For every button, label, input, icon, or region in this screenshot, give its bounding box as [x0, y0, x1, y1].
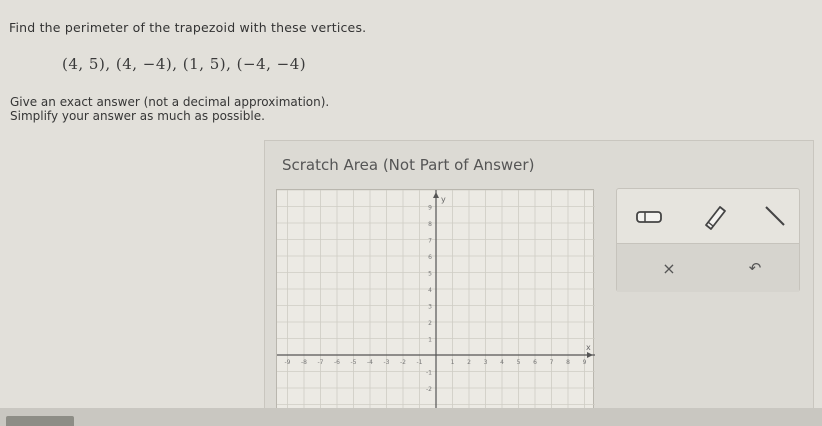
- toolbar-actions: [617, 243, 799, 292]
- x-tick-label: 2: [467, 359, 471, 366]
- scratch-title: Scratch Area (Not Part of Answer): [282, 156, 535, 174]
- y-tick-label: -1: [426, 369, 432, 377]
- bottom-bar: [0, 408, 822, 426]
- vertices-list: (4, 5), (4, −4), (1, 5), (−4, −4): [62, 55, 307, 73]
- pencil-icon: [700, 201, 730, 231]
- x-tick-label: 5: [516, 359, 521, 366]
- eraser-tool-button[interactable]: [631, 203, 667, 231]
- clear-button[interactable]: ×: [662, 258, 676, 278]
- graph-canvas[interactable]: [277, 190, 595, 415]
- question-prompt: Find the perimeter of the trapezoid with these vertices.: [9, 20, 367, 35]
- y-tick-label: -2: [426, 386, 432, 393]
- y-tick-label: 1: [428, 336, 432, 344]
- x-tick-label: -8: [301, 359, 307, 366]
- y-tick-label: 4: [428, 287, 432, 294]
- x-tick-label: -3: [383, 359, 390, 366]
- y-tick-label: 2: [428, 320, 432, 327]
- x-tick-label: 6: [533, 359, 537, 366]
- x-axis-label: x: [586, 343, 591, 352]
- undo-button[interactable]: ↶: [748, 259, 762, 277]
- x-tick-label: -2: [400, 359, 406, 366]
- x-tick-label: 1: [450, 359, 455, 366]
- y-axis-arrow: [433, 192, 439, 198]
- line-tool-button[interactable]: [757, 199, 793, 233]
- x-axis-arrow: [587, 352, 593, 358]
- x-tick-label: -5: [350, 359, 357, 366]
- x-tick-label: -7: [317, 359, 324, 366]
- y-axis-label: y: [441, 195, 446, 204]
- instruction-exact: Give an exact answer (not a decimal approximation).: [10, 95, 330, 109]
- answer-button[interactable]: [6, 416, 74, 426]
- y-tick-label: 8: [428, 221, 432, 228]
- y-tick-label: 3: [428, 303, 432, 311]
- x-tick-label: -9: [284, 359, 291, 366]
- x-tick-label: -6: [334, 359, 340, 366]
- x-tick-label: 3: [483, 359, 488, 366]
- scratch-graph[interactable]: [276, 189, 594, 414]
- x-tick-label: -4: [367, 359, 373, 366]
- line-icon: [760, 201, 790, 231]
- x-tick-label: 8: [566, 359, 570, 366]
- instruction-simplify: Simplify your answer as much as possible.: [10, 109, 265, 123]
- eraser-icon: [634, 207, 664, 227]
- x-tick-label: -1: [416, 359, 423, 366]
- y-tick-label: 7: [428, 237, 432, 245]
- y-tick-label: 6: [428, 254, 432, 261]
- x-tick-label: 7: [549, 359, 554, 366]
- y-tick-label: 5: [428, 270, 432, 278]
- pencil-tool-button[interactable]: [697, 199, 733, 233]
- drawing-toolbar: [616, 188, 800, 292]
- y-tick-label: 9: [428, 204, 432, 212]
- x-tick-label: 4: [500, 359, 504, 366]
- x-tick-label: 9: [582, 359, 587, 366]
